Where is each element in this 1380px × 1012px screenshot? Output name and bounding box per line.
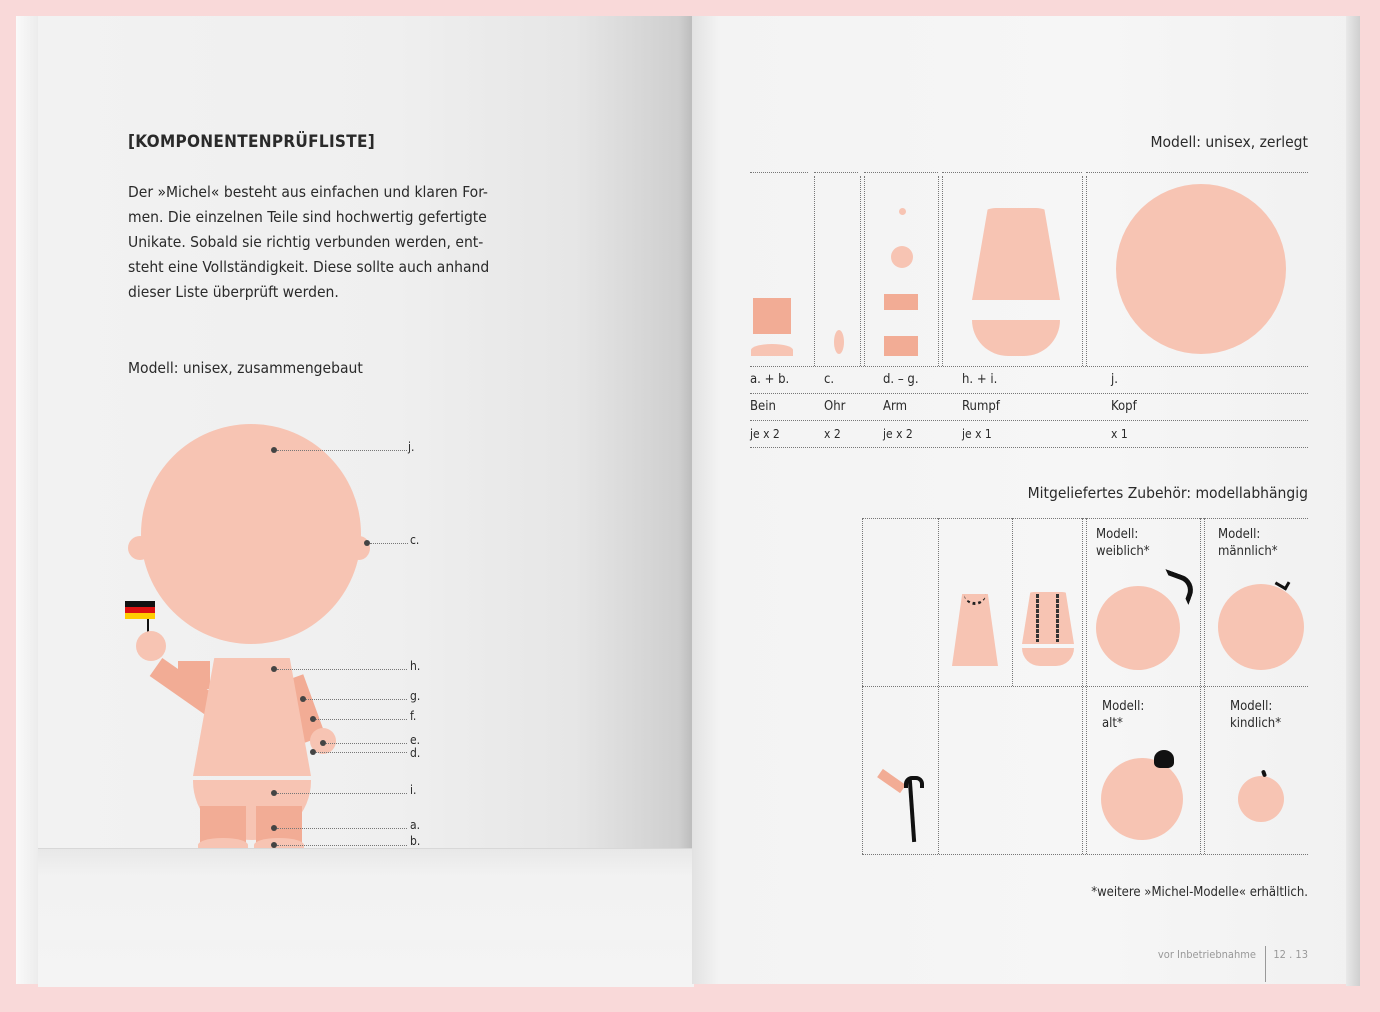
- callout-line-g: [306, 699, 407, 700]
- grid-line: [864, 176, 865, 366]
- grid-line: [814, 172, 858, 173]
- callout-label-j: j.: [408, 440, 415, 454]
- book-spread: [16, 16, 1360, 986]
- arm-with-cane: [877, 769, 906, 793]
- torso-suspenders: [1022, 592, 1074, 644]
- page-numbers: 12 . 13: [1273, 948, 1308, 961]
- part-hip-shape: [972, 320, 1060, 356]
- model-label-weiblich: Modell: weiblich*: [1096, 527, 1150, 559]
- callout-line-b: [277, 845, 407, 846]
- grid-line: [942, 176, 943, 366]
- callout-label-b: b.: [410, 834, 421, 848]
- part-letters: j.: [1111, 372, 1118, 387]
- hand-left: [136, 631, 166, 661]
- grid-line: [1200, 518, 1201, 854]
- grid-line: [814, 176, 815, 366]
- disassembled-title: Modell: unisex, zerlegt: [1150, 133, 1308, 151]
- callout-label-d: d.: [410, 746, 421, 760]
- callout-line-j: [277, 450, 407, 451]
- part-foot-shape: [751, 344, 793, 356]
- grid-line: [1012, 518, 1013, 686]
- grid-line: [938, 518, 939, 854]
- part-count: je x 1: [962, 427, 992, 441]
- part-count: je x 2: [750, 427, 780, 441]
- head-weiblich: [1096, 586, 1180, 670]
- part-letters: a. + b.: [750, 372, 790, 387]
- part-count: je x 2: [883, 427, 913, 441]
- cane-handle-icon: [904, 776, 924, 788]
- para-line: steht eine Vollständigkeit. Diese sollte auch anhand: [128, 258, 490, 276]
- model-label-alt: Modell: alt*: [1102, 699, 1145, 731]
- callout-line-e: [326, 743, 407, 744]
- model-label-kindlich: Modell: kindlich*: [1230, 699, 1282, 731]
- para-line: men. Die einzelnen Teile sind hochwertig gefertigte: [128, 208, 487, 226]
- torso: [193, 658, 311, 776]
- assembled-figure: [38, 16, 692, 848]
- callout-label-g: g.: [410, 689, 421, 703]
- table-line: [750, 420, 1308, 421]
- grid-line: [1086, 518, 1087, 854]
- grid-line: [750, 172, 808, 173]
- grid-line: [942, 172, 1082, 173]
- grid-line: [1082, 518, 1083, 854]
- callout-label-i: i.: [410, 783, 417, 797]
- hair-knot-icon: [1154, 750, 1174, 768]
- part-leg-shape: [753, 298, 791, 334]
- callout-label-h: h.: [410, 659, 421, 673]
- right-page-edge: [1346, 16, 1360, 986]
- callout-line-i: [277, 793, 407, 794]
- part-name: Arm: [883, 399, 907, 414]
- head-kindlich: [1238, 776, 1284, 822]
- grid-line: [860, 176, 861, 366]
- suspender-right-icon: [1056, 594, 1059, 642]
- part-name: Ohr: [824, 399, 846, 414]
- head-alt: [1101, 758, 1183, 840]
- callout-line-c: [370, 543, 408, 544]
- part-name: Bein: [750, 399, 776, 414]
- grid-line: [938, 176, 939, 366]
- grid-line: [862, 518, 863, 854]
- part-arm-lower: [884, 336, 918, 356]
- head: [141, 424, 361, 644]
- callout-label-c: c.: [410, 533, 420, 547]
- part-name: Rumpf: [962, 399, 1000, 414]
- part-arm-dot-small: [899, 208, 906, 215]
- table-line: [750, 393, 1308, 394]
- right-page: [692, 16, 1358, 984]
- part-head-shape: [1116, 184, 1286, 354]
- grid-line: [864, 172, 938, 173]
- callout-line-d: [316, 752, 407, 753]
- para-line: Unikate. Sobald sie richtig verbunden werden, ent-: [128, 233, 484, 251]
- arm-left-lower: [178, 661, 210, 689]
- part-arm-dot-large: [891, 246, 913, 268]
- table-line: [750, 366, 1308, 367]
- left-page: [38, 16, 692, 984]
- callout-line-f: [316, 719, 407, 720]
- head-maennlich: [1218, 584, 1304, 670]
- grid-line: [1086, 176, 1087, 366]
- para-line: dieser Liste überprüft werden.: [128, 283, 339, 301]
- grid-line: [862, 518, 1308, 519]
- part-letters: h. + i.: [962, 372, 998, 387]
- table-line: [750, 447, 1308, 448]
- grid-line: [1082, 176, 1083, 366]
- part-letters: c.: [824, 372, 835, 387]
- hip-accessory: [1022, 648, 1074, 666]
- grid-line: [1204, 518, 1205, 854]
- part-ear-shape: [834, 330, 844, 354]
- suspender-left-icon: [1036, 594, 1039, 642]
- page-heading: [KOMPONENTENPRÜFLISTE]: [128, 132, 376, 152]
- part-torso-shape: [972, 208, 1060, 300]
- grid-line: [1086, 172, 1308, 173]
- part-arm-upper: [884, 294, 918, 310]
- callout-line-h: [277, 669, 407, 670]
- cane-icon: [908, 780, 916, 842]
- part-count: x 2: [824, 427, 841, 441]
- accessories-title: Mitgeliefertes Zubehör: modellabhängig: [1027, 484, 1308, 502]
- fold-shadow: [38, 848, 694, 987]
- callout-label-a: a.: [410, 818, 421, 832]
- para-line: Der »Michel« besteht aus einfachen und klaren For-: [128, 183, 488, 201]
- callout-label-e: e.: [410, 733, 421, 747]
- grid-line: [862, 854, 1308, 855]
- footer-section: vor Inbetriebnahme: [1157, 948, 1256, 961]
- part-name: Kopf: [1111, 399, 1137, 414]
- footer-divider: [1265, 946, 1266, 982]
- grid-line: [862, 686, 1308, 687]
- left-page-edge: [16, 16, 38, 984]
- callout-label-f: f.: [410, 709, 417, 723]
- flag-stripe-gold: [125, 613, 155, 619]
- part-letters: d. – g.: [883, 372, 919, 387]
- callout-line-a: [277, 828, 407, 829]
- footnote: *weitere »Michel-Modelle« erhältlich.: [1091, 885, 1308, 900]
- part-count: x 1: [1111, 427, 1128, 441]
- assembled-model-title: Modell: unisex, zusammengebaut: [128, 359, 363, 377]
- model-label-maennlich: Modell: männlich*: [1218, 527, 1278, 559]
